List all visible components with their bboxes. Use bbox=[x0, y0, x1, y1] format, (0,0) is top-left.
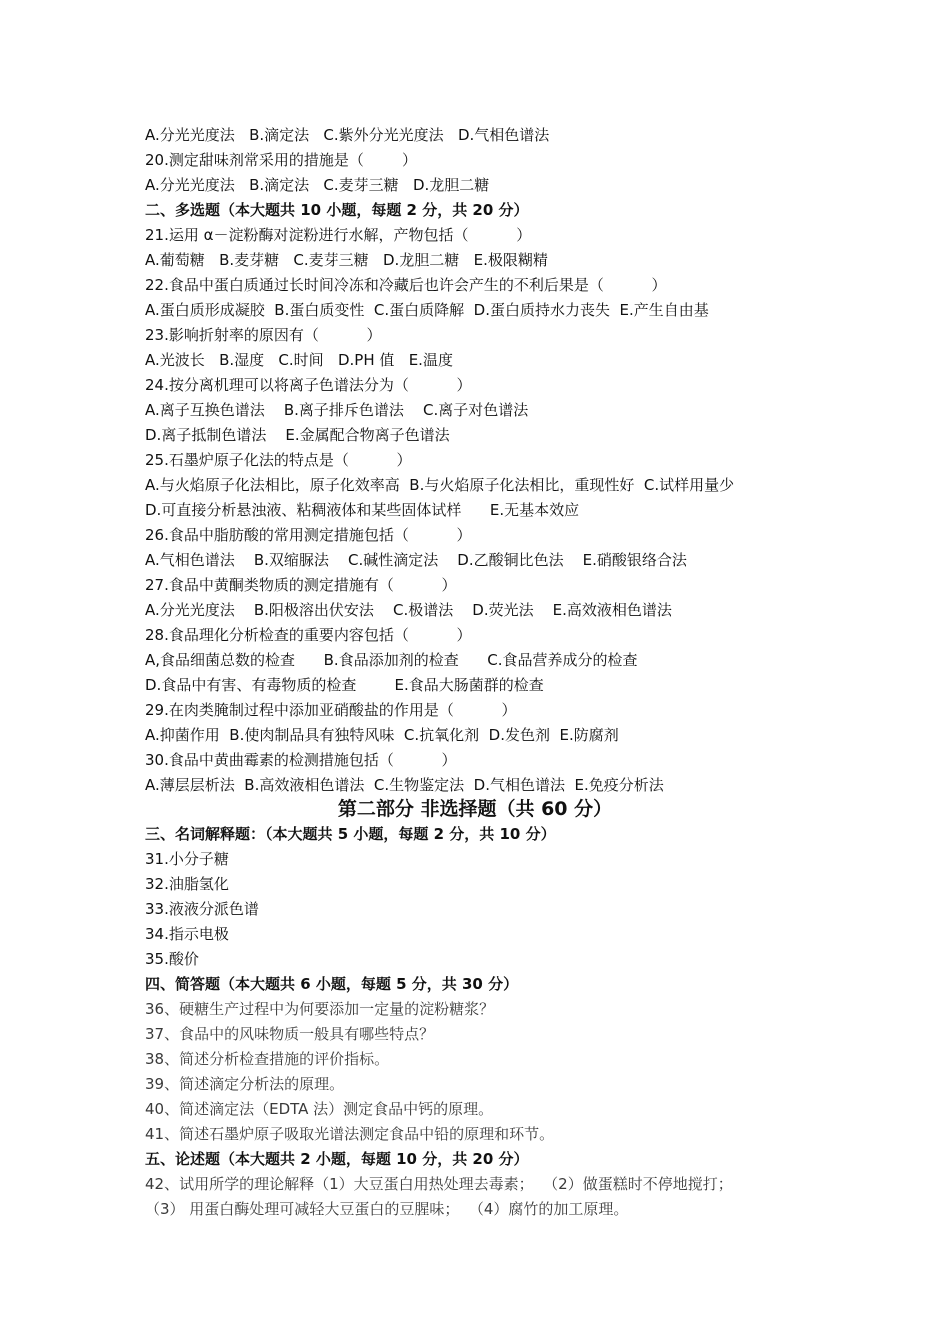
q26-options: A.气相色谱法 B.双缩脲法 C.碱性滴定法 D.乙酸铜比色法 E.硝酸银络合法 bbox=[145, 551, 687, 569]
q35: 35.酸价 bbox=[145, 950, 199, 968]
q27-question: 27.食品中黄酮类物质的测定措施有（ ） bbox=[145, 576, 457, 594]
q24-question: 24.按分离机理可以将离子色谱法分为（ ） bbox=[145, 376, 472, 394]
section-short-answer-heading: 四、简答题（本大题共 6 小题，每题 5 分，共 30 分） bbox=[145, 975, 519, 993]
part-two-title: 第二部分 非选择题（共 60 分） bbox=[337, 798, 613, 820]
q23-question: 23.影响折射率的原因有（ ） bbox=[145, 326, 382, 344]
q19-options: A.分光光度法 B.滴定法 C.紫外分光光度法 D.气相色谱法 bbox=[145, 126, 550, 144]
q40: 40、简述滴定法（EDTA 法）测定食品中钙的原理。 bbox=[145, 1100, 494, 1118]
q33: 33.液液分派色谱 bbox=[145, 900, 259, 918]
q26-question: 26.食品中脂肪酸的常用测定措施包括（ ） bbox=[145, 526, 472, 544]
q23-options: A.光波长 B.湿度 C.时间 D.PH 值 E.温度 bbox=[145, 351, 453, 369]
q25-options-line2: D.可直接分析悬浊液、粘稠液体和某些固体试样 E.无基本效应 bbox=[145, 501, 580, 519]
q20-question: 20.测定甜味剂常采用的措施是（ ） bbox=[145, 151, 418, 169]
q28-options-line2: D.食品中有害、有毒物质的检查 E.食品大肠菌群的检查 bbox=[145, 676, 544, 694]
q41: 41、简述石墨炉原子吸取光谱法测定食品中铅的原理和环节。 bbox=[145, 1125, 555, 1143]
q42-line2: （3） 用蛋白酶处理可减轻大豆蛋白的豆腥味； （4）腐竹的加工原理。 bbox=[145, 1200, 629, 1218]
q29-question: 29.在肉类腌制过程中添加亚硝酸盐的作用是（ ） bbox=[145, 701, 517, 719]
q24-options-line2: D.离子抵制色谱法 E.金属配合物离子色谱法 bbox=[145, 426, 450, 444]
q31: 31.小分子糖 bbox=[145, 850, 229, 868]
q37: 37、食品中的风味物质一般具有哪些特点？ bbox=[145, 1025, 435, 1043]
q28-options-line1: A,食品细菌总数的检查 B.食品添加剂的检查 C.食品营养成分的检查 bbox=[145, 651, 638, 669]
q32: 32.油脂氢化 bbox=[145, 875, 229, 893]
q30-options: A.薄层层析法 B.高效液相色谱法 C.生物鉴定法 D.气相色谱法 E.免疫分析法 bbox=[145, 776, 664, 794]
section-terms-heading: 三、名词解释题：（本大题共 5 小题，每题 2 分，共 10 分） bbox=[145, 825, 556, 843]
q27-options: A.分光光度法 B.阳极溶出伏安法 C.极谱法 D.荧光法 E.高效液相色谱法 bbox=[145, 601, 672, 619]
q22-options: A.蛋白质形成凝胶 B.蛋白质变性 C.蛋白质降解 D.蛋白质持水力丧失 E.产生自由基 bbox=[145, 301, 709, 319]
q39: 39、简述滴定分析法的原理。 bbox=[145, 1075, 345, 1093]
q25-options-line1: A.与火焰原子化法相比，原子化效率高 B.与火焰原子化法相比，重现性好 C.试样用量少 bbox=[145, 476, 735, 494]
q21-question: 21.运用 α－淀粉酶对淀粉进行水解，产物包括（ ） bbox=[145, 226, 532, 244]
q22-question: 22.食品中蛋白质通过长时间冷冻和冷藏后也许会产生的不利后果是（ ） bbox=[145, 276, 667, 294]
q34: 34.指示电极 bbox=[145, 925, 229, 943]
q20-options: A.分光光度法 B.滴定法 C.麦芽三糖 D.龙胆二糖 bbox=[145, 176, 490, 194]
q21-options: A.葡萄糖 B.麦芽糖 C.麦芽三糖 D.龙胆二糖 E.极限糊精 bbox=[145, 251, 548, 269]
q25-question: 25.石墨炉原子化法的特点是（ ） bbox=[145, 451, 412, 469]
q36: 36、硬糖生产过程中为何要添加一定量的淀粉糖浆？ bbox=[145, 1000, 495, 1018]
q29-options: A.抑菌作用 B.使肉制品具有独特风味 C.抗氧化剂 D.发色剂 E.防腐剂 bbox=[145, 726, 619, 744]
q30-question: 30.食品中黄曲霉素的检测措施包括（ ） bbox=[145, 751, 457, 769]
q38: 38、简述分析检查措施的评价指标。 bbox=[145, 1050, 390, 1068]
section-multiple-choice-heading: 二、多选题（本大题共 10 小题，每题 2 分，共 20 分） bbox=[145, 201, 529, 219]
q42-line1: 42、试用所学的理论解释（1）大豆蛋白用热处理去毒素； （2）做蛋糕时不停地搅打； bbox=[145, 1175, 733, 1193]
q24-options-line1: A.离子互换色谱法 B.离子排斥色谱法 C.离子对色谱法 bbox=[145, 401, 529, 419]
q28-question: 28.食品理化分析检查的重要内容包括（ ） bbox=[145, 626, 472, 644]
section-essay-heading: 五、论述题（本大题共 2 小题，每题 10 分，共 20 分） bbox=[145, 1150, 529, 1168]
